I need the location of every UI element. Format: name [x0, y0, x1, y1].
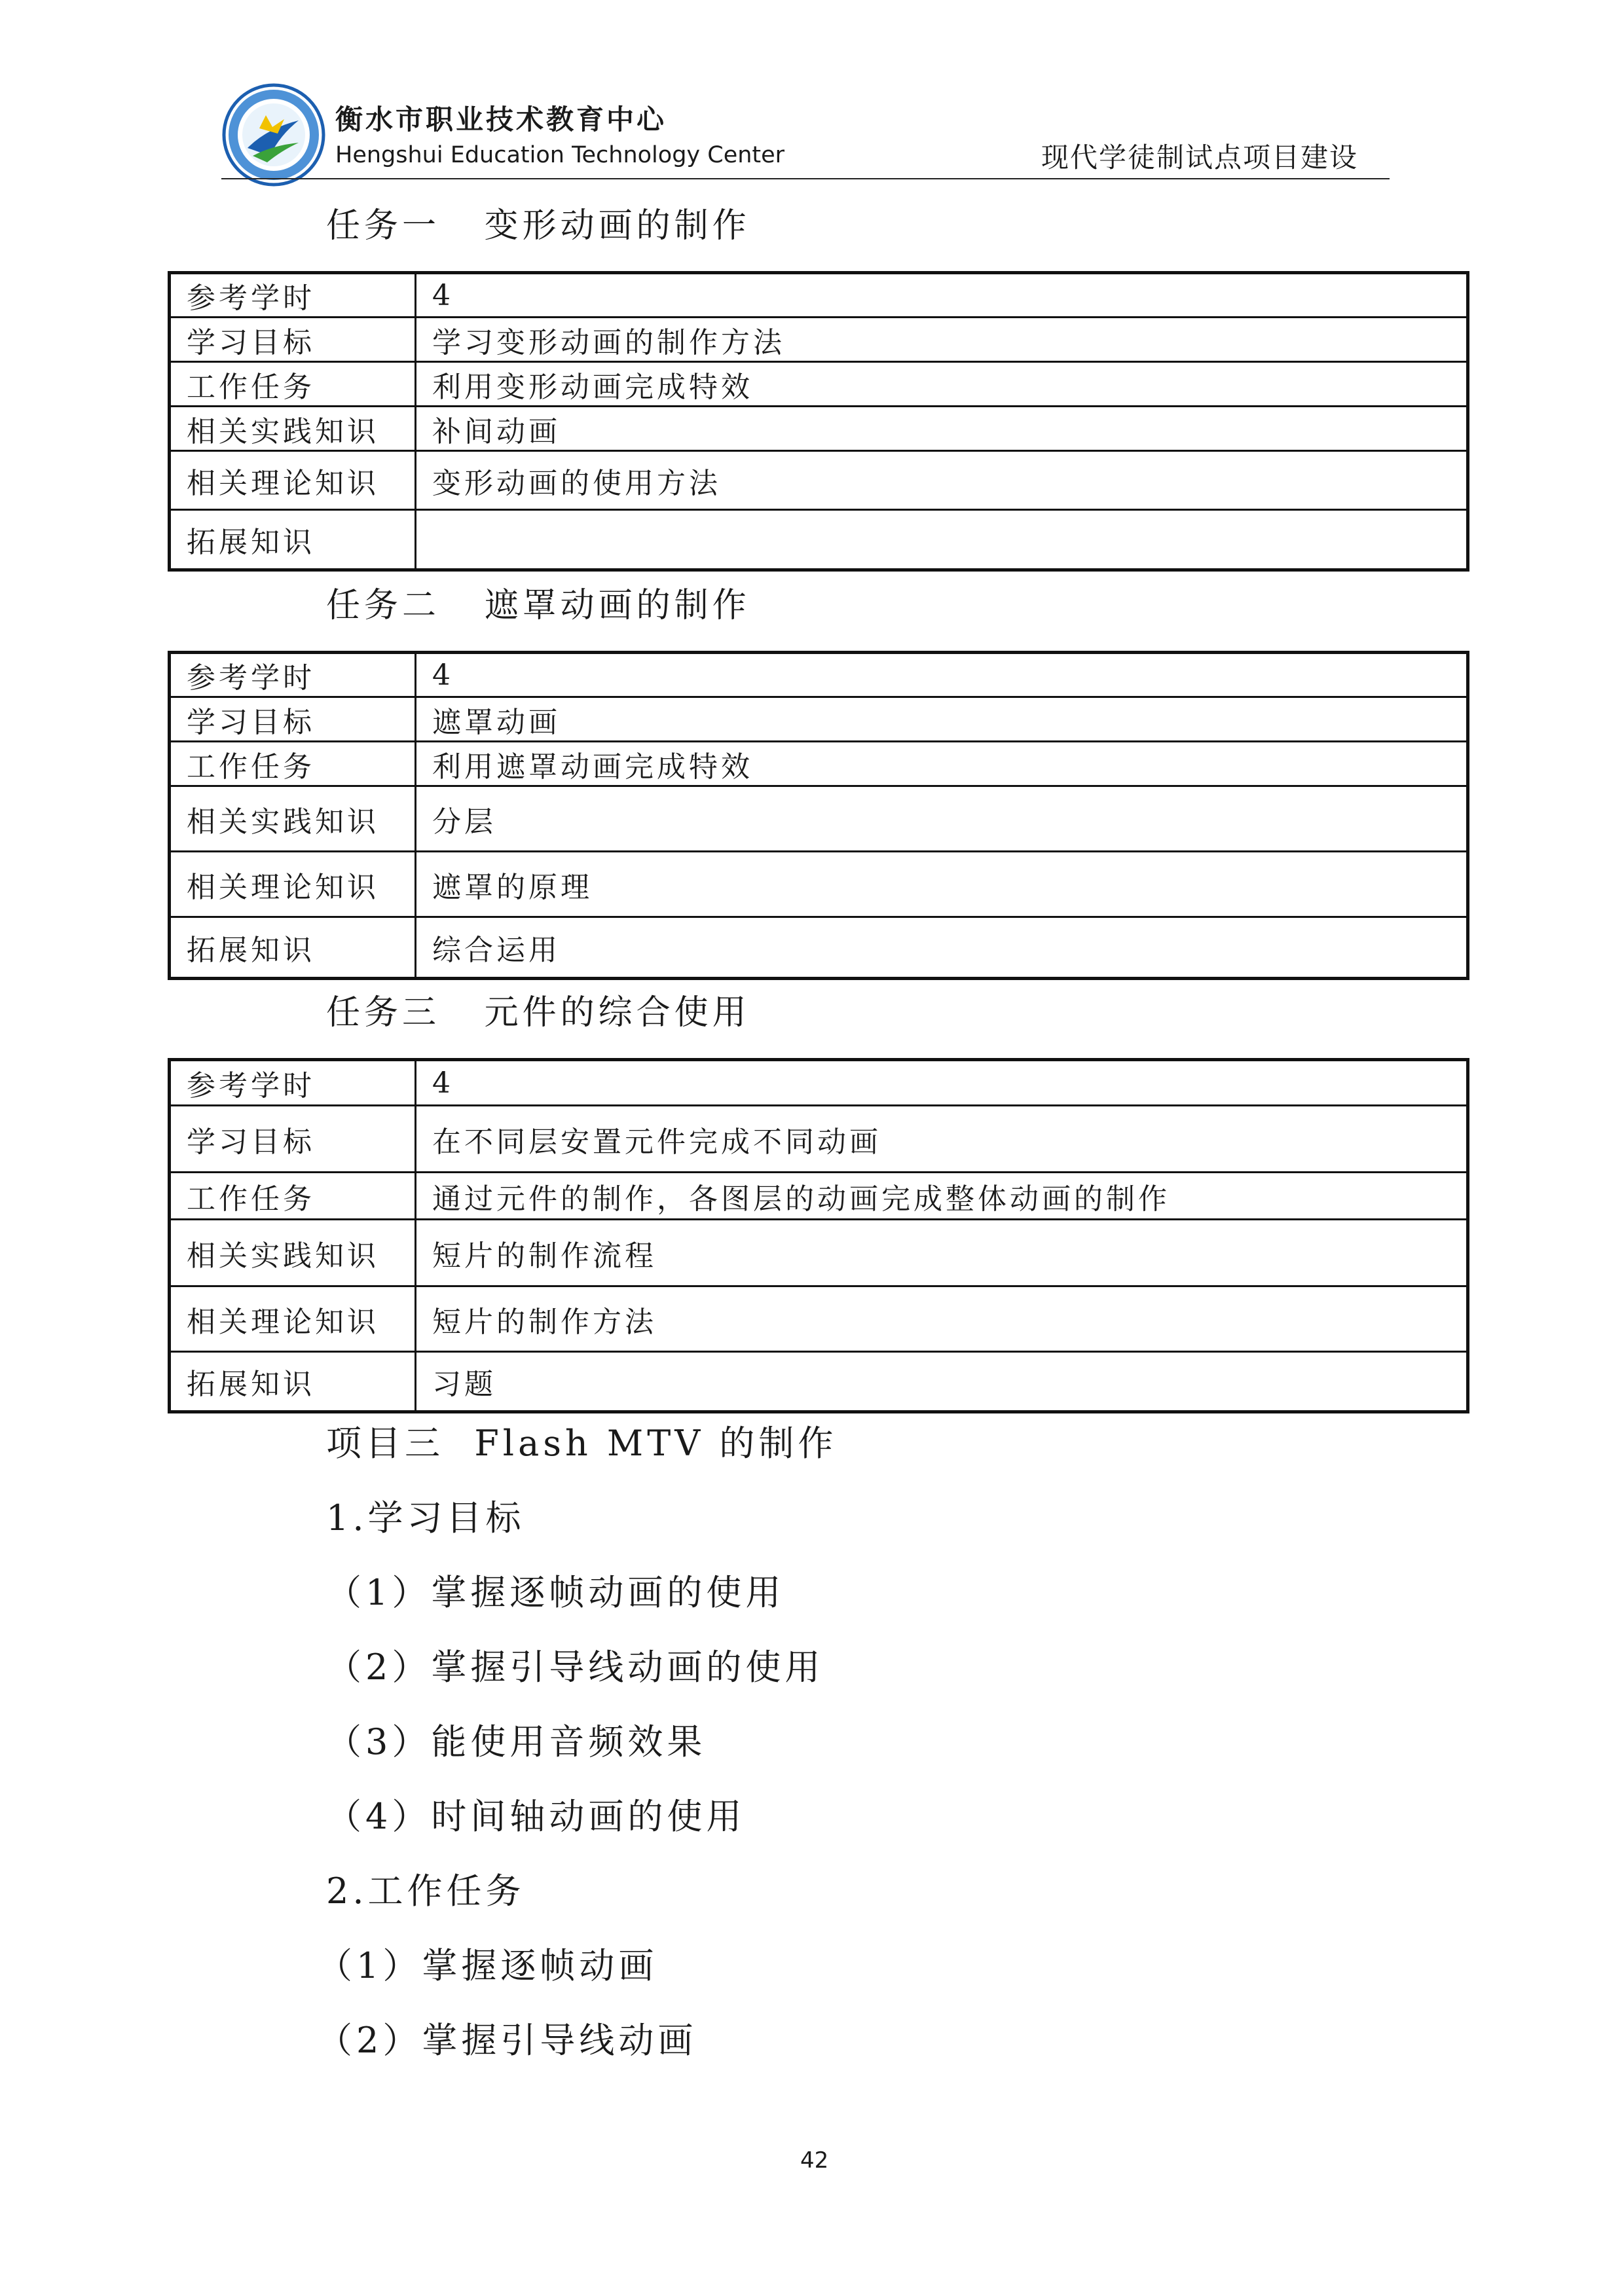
- row-label: 工作任务: [170, 362, 416, 407]
- row-label: 拓展知识: [170, 917, 416, 979]
- table-row: [170, 318, 1468, 362]
- row-value: 遮罩的原理: [416, 852, 1468, 917]
- row-value: 在不同层安置元件完成不同动画: [416, 1106, 1468, 1173]
- task-3-table: [168, 1058, 1469, 1413]
- row-label: 学习目标: [170, 1106, 416, 1173]
- goal-item: （1）掌握逐帧动画的使用: [326, 1572, 785, 1613]
- goal-item: （4）时间轴动画的使用: [326, 1796, 746, 1837]
- work-item: （2）掌握引导线动画: [317, 2020, 697, 2061]
- header-divider: [221, 178, 1390, 179]
- goals-heading: 1.学习目标: [326, 1497, 525, 1539]
- row-label: 参考学时: [170, 653, 416, 697]
- row-label: 相关理论知识: [170, 852, 416, 917]
- project-title: 现代学徒制试点项目建设: [1041, 141, 1359, 173]
- work-heading: 2.工作任务: [326, 1870, 525, 1912]
- task-3-heading: 任务三 元件的综合使用: [326, 993, 750, 1032]
- task-2-table: [168, 651, 1469, 980]
- row-value: 4: [416, 273, 1468, 318]
- table-row: [170, 407, 1468, 451]
- row-label: 相关实践知识: [170, 786, 416, 852]
- task-2-heading: 任务二 遮罩动画的制作: [326, 586, 750, 625]
- row-value: 通过元件的制作，各图层的动画完成整体动画的制作: [416, 1173, 1468, 1220]
- row-value: 4: [416, 1060, 1468, 1106]
- table-row: [170, 852, 1468, 917]
- goal-item: （2）掌握引导线动画的使用: [326, 1647, 824, 1688]
- row-label: 相关实践知识: [170, 407, 416, 451]
- row-value: [416, 510, 1468, 570]
- row-label: 学习目标: [170, 697, 416, 742]
- row-value: 短片的制作方法: [416, 1286, 1468, 1352]
- row-value: 补间动画: [416, 407, 1468, 451]
- school-logo-icon: [221, 82, 326, 187]
- table-row: [170, 917, 1468, 979]
- table-row: [170, 451, 1468, 510]
- table-row: [170, 362, 1468, 407]
- task-1-table: [168, 271, 1469, 572]
- row-value: 遮罩动画: [416, 697, 1468, 742]
- table-row: [170, 653, 1468, 697]
- table-row: [170, 786, 1468, 852]
- row-value: 习题: [416, 1352, 1468, 1412]
- table-row: [170, 1352, 1468, 1412]
- row-value: 短片的制作流程: [416, 1220, 1468, 1286]
- row-label: 参考学时: [170, 1060, 416, 1106]
- row-label: 相关理论知识: [170, 1286, 416, 1352]
- table-row: [170, 510, 1468, 570]
- row-value: 分层: [416, 786, 1468, 852]
- table-row: [170, 273, 1468, 318]
- row-label: 工作任务: [170, 1173, 416, 1220]
- organization-name-cn: 衡水市职业技术教育中心: [335, 103, 667, 136]
- page-number: 42: [800, 2147, 829, 2174]
- work-item: （1）掌握逐帧动画: [317, 1945, 658, 1986]
- row-label: 拓展知识: [170, 1352, 416, 1412]
- row-label: 工作任务: [170, 742, 416, 786]
- table-row: [170, 697, 1468, 742]
- table-row: [170, 1106, 1468, 1173]
- page-header: [0, 0, 1624, 190]
- project-3-title: 项目三 Flash MTV 的制作: [326, 1423, 838, 1464]
- table-row: [170, 1220, 1468, 1286]
- row-label: 参考学时: [170, 273, 416, 318]
- table-row: [170, 1060, 1468, 1106]
- table-row: [170, 1286, 1468, 1352]
- row-value: 利用遮罩动画完成特效: [416, 742, 1468, 786]
- row-label: 相关理论知识: [170, 451, 416, 510]
- row-label: 相关实践知识: [170, 1220, 416, 1286]
- row-label: 学习目标: [170, 318, 416, 362]
- task-1-heading: 任务一 变形动画的制作: [326, 206, 750, 246]
- row-label: 拓展知识: [170, 510, 416, 570]
- row-value: 4: [416, 653, 1468, 697]
- row-value: 综合运用: [416, 917, 1468, 979]
- row-value: 变形动画的使用方法: [416, 451, 1468, 510]
- table-row: [170, 1173, 1468, 1220]
- organization-name-en: Hengshui Education Technology Center: [335, 142, 785, 168]
- goal-item: （3）能使用音频效果: [326, 1721, 707, 1762]
- row-value: 学习变形动画的制作方法: [416, 318, 1468, 362]
- row-value: 利用变形动画完成特效: [416, 362, 1468, 407]
- table-row: [170, 742, 1468, 786]
